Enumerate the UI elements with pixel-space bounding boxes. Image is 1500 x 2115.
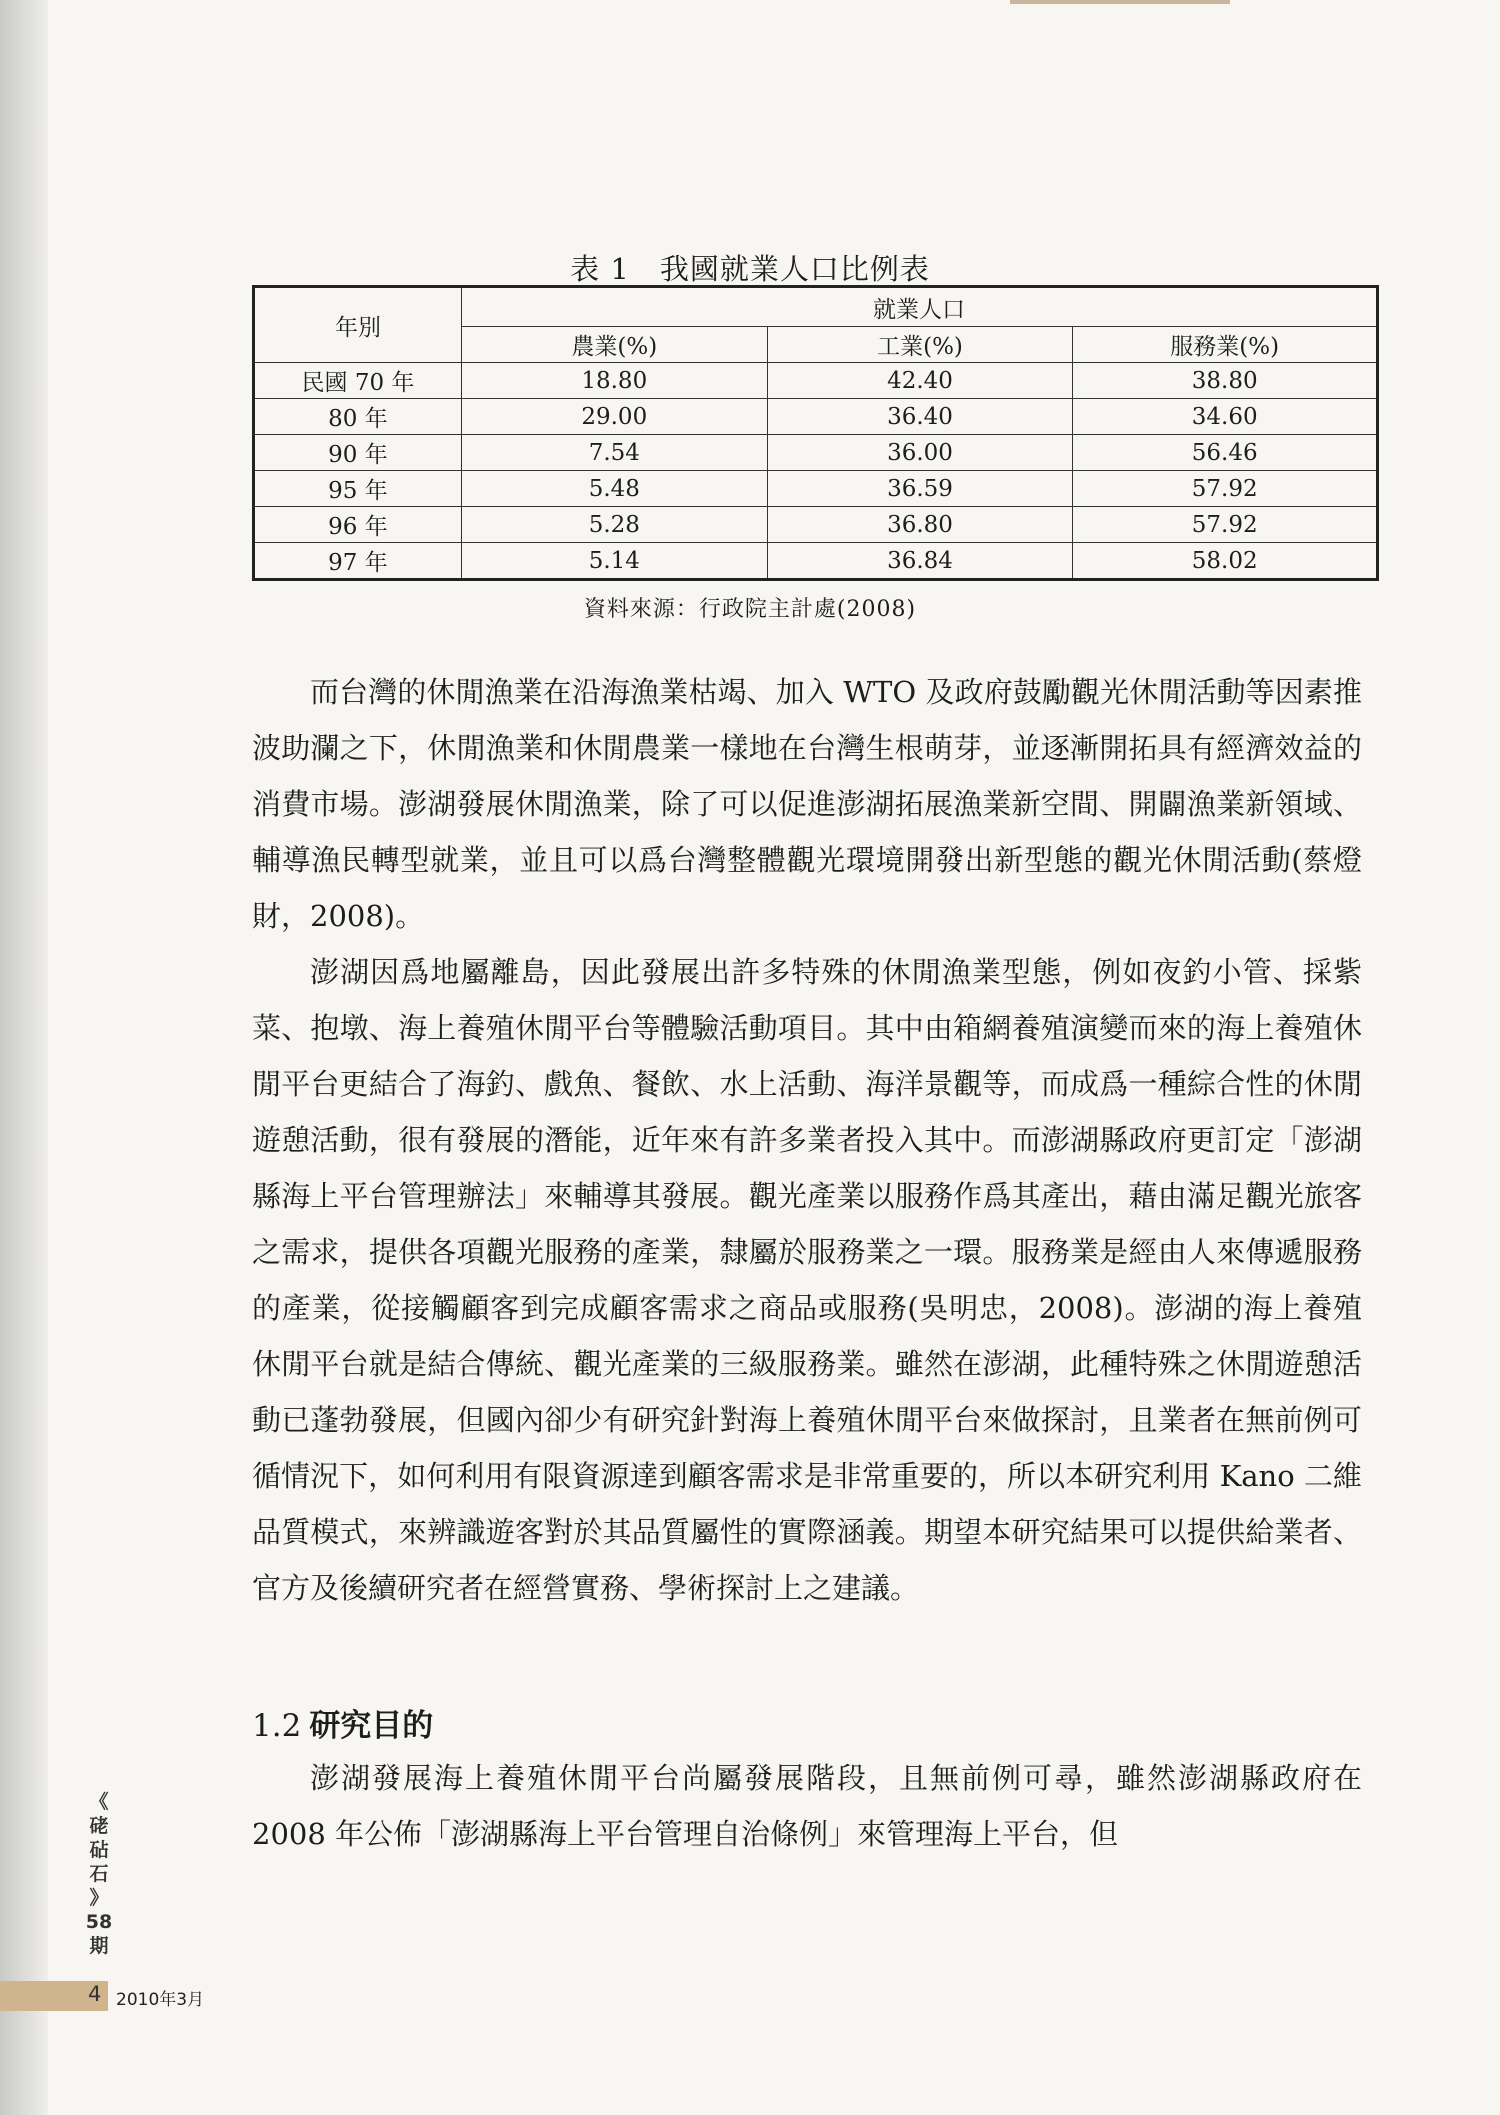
journal-label-char: 》 — [89, 1887, 109, 1909]
journal-issue-suffix: 期 — [89, 1935, 109, 1957]
industry-cell: 42.40 — [767, 363, 1073, 399]
journal-issue-number: 58 — [85, 1911, 113, 1933]
industry-cell: 36.59 — [767, 471, 1073, 507]
table-row — [254, 363, 1378, 399]
year-header: 年別 — [254, 287, 462, 363]
section-paragraph: 澎湖發展海上養殖休閒平台尚屬發展階段，且無前例可尋，雖然澎湖縣政府在 2008 年公佈「澎湖縣海上平台管理自治條例」來管理海上平台，但 — [252, 1761, 1362, 1851]
journal-label-char: 砧 — [89, 1839, 109, 1861]
service-cell: 58.02 — [1073, 543, 1378, 580]
journal-label-char: 硓 — [89, 1815, 109, 1837]
table-row — [254, 507, 1378, 543]
service-cell: 34.60 — [1073, 399, 1378, 435]
agriculture-cell: 7.54 — [461, 435, 767, 471]
journal-label-char: 《 — [89, 1791, 109, 1813]
year-cell: 民國 70 年 — [254, 363, 462, 399]
page-edge-shadow — [0, 0, 48, 2115]
industry-cell: 36.00 — [767, 435, 1073, 471]
year-cell: 95 年 — [254, 471, 462, 507]
service-cell: 57.92 — [1073, 507, 1378, 543]
section-title: 研究目的 — [309, 1708, 434, 1744]
agriculture-cell: 18.80 — [461, 363, 767, 399]
industry-header: 工業(%) — [767, 327, 1073, 363]
section-text-block — [252, 1750, 1362, 1862]
journal-side-label — [82, 1790, 116, 1958]
service-cell: 38.80 — [1073, 363, 1378, 399]
service-cell: 57.92 — [1073, 471, 1378, 507]
journal-label-char: 石 — [89, 1863, 109, 1885]
issue-date: 2010年3月 — [116, 1990, 205, 2010]
employment-group-header: 就業人口 — [461, 287, 1377, 327]
table-row — [254, 471, 1378, 507]
industry-cell: 36.40 — [767, 399, 1073, 435]
table-row — [254, 399, 1378, 435]
agriculture-header: 農業(%) — [461, 327, 767, 363]
year-cell: 90 年 — [254, 435, 462, 471]
section-number: 1.2 — [252, 1708, 302, 1744]
table-caption: 表 1 我國就業人口比例表 — [570, 252, 930, 286]
employment-table-wrapper — [252, 285, 1379, 581]
service-cell: 56.46 — [1073, 435, 1378, 471]
paragraph-2: 澎湖因爲地屬離島，因此發展出許多特殊的休閒漁業型態，例如夜釣小管、採紫菜、抱墩、海上養殖休閒平台等體驗活動項目。其中由箱網養殖演變而來的海上養殖休閒平台更結合了海釣、戲魚、餐飲、水上活動、海洋景觀等，而成爲一種綜合性的休閒遊憩活動，很有發展的潛能，近年來有許多業者投入其中。而澎湖縣政府更訂定「澎湖縣海上平台管理辦法」來輔導其發展。觀光產業以服務作爲其產出，藉由滿足觀光旅客之需求，提供各項觀光服務的產業，隸屬於服務業之一環。服務業是經由人來傳遞服務的產業，從接觸顧客到完成顧客需求之商品或服務(吳明忠，2008)。澎湖的海上養殖休閒平台就是結合傳統、觀光產業的三級服務業。雖然在澎湖，此種特殊之休閒遊憩活動已蓬勃發展，但國內卻少有研究針對海上養殖休閒平台來做探討，且業者在無前例可循情況下，如何利用有限資源達到顧客需求是非常重要的，所以本研究利用 Kano 二維品質模式，來辨識遊客對於其品質屬性的實際涵義。期望本研究結果可以提供給業者、官方及後續研究者在經營實務、學術探討上之建議。 — [252, 955, 1362, 1605]
table-row — [254, 543, 1378, 580]
agriculture-cell: 5.28 — [461, 507, 767, 543]
agriculture-cell: 29.00 — [461, 399, 767, 435]
agriculture-cell: 5.48 — [461, 471, 767, 507]
table-source-note: 資料來源：行政院主計處(2008) — [583, 597, 917, 622]
year-cell: 97 年 — [254, 543, 462, 580]
industry-cell: 36.84 — [767, 543, 1073, 580]
body-text-block — [252, 664, 1362, 1616]
employment-table — [252, 285, 1379, 581]
page-number: 4 — [88, 1982, 102, 2006]
year-cell: 80 年 — [254, 399, 462, 435]
year-cell: 96 年 — [254, 507, 462, 543]
agriculture-cell: 5.14 — [461, 543, 767, 580]
table-row — [254, 435, 1378, 471]
service-header: 服務業(%) — [1073, 327, 1378, 363]
section-heading — [252, 1700, 433, 1745]
paragraph-1: 而台灣的休閒漁業在沿海漁業枯竭、加入 WTO 及政府鼓勵觀光休閒活動等因素推波助瀾之下，休閒漁業和休閒農業一樣地在台灣生根萌芽，並逐漸開拓具有經濟效益的消費市場。澎湖發展休閒漁業，除了可以促進澎湖拓展漁業新空間、開闢漁業新領域、輔導漁民轉型就業，並且可以爲台灣整體觀光環境開發出新型態的觀光休閒活動(蔡燈財，2008)。 — [252, 675, 1362, 933]
industry-cell: 36.80 — [767, 507, 1073, 543]
top-color-mark — [1010, 0, 1230, 4]
